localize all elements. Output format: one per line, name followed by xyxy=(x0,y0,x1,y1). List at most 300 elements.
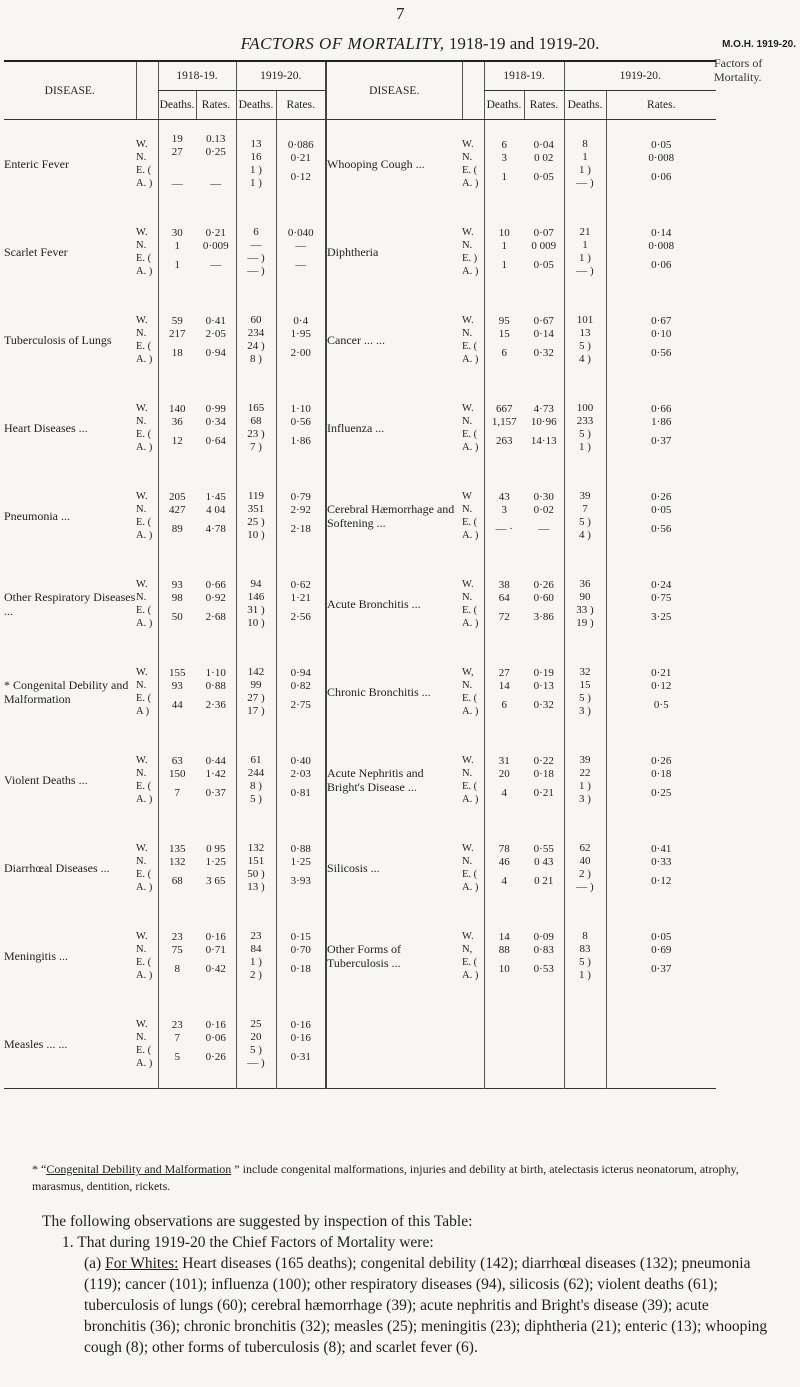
disease-name-right: Chronic Bronchitis ... xyxy=(326,648,462,736)
race-labels-stack xyxy=(462,754,484,806)
deaths-1918-stack xyxy=(485,579,525,629)
rates-1919-value: 0·82 xyxy=(290,680,311,692)
deaths-1918-value: 8 xyxy=(174,963,180,975)
header-deaths: Deaths. xyxy=(236,91,276,120)
rates-1918-value: 0·26 xyxy=(205,1051,226,1063)
deaths-1919-stack xyxy=(237,314,276,366)
race-labels-value: A. ) xyxy=(136,970,153,981)
race-labels xyxy=(136,648,158,736)
race-labels-value: E. ( xyxy=(462,869,478,880)
rates-1919-value xyxy=(607,1045,717,1069)
rates-1918-value: 0·009 xyxy=(202,240,229,252)
deaths-1919-value: 142 xyxy=(247,666,265,678)
rates-1919 xyxy=(606,824,716,912)
deaths-1919 xyxy=(236,384,276,472)
deaths-1918-value: 6 xyxy=(501,347,507,359)
race-labels-value: A. ) xyxy=(462,266,479,277)
deaths-1918-value: 3 xyxy=(501,152,507,164)
deaths-1918 xyxy=(158,912,196,1000)
header-rates: Rates. xyxy=(524,91,564,120)
deaths-1918-stack xyxy=(159,755,197,805)
deaths-1918-value: 1 xyxy=(174,240,180,252)
rates-1918 xyxy=(196,912,236,1000)
rates-1919 xyxy=(276,120,326,209)
race-labels-value: N. xyxy=(136,768,147,779)
race-labels-value: W. xyxy=(136,1019,148,1030)
rates-1919-value: 0·05 xyxy=(651,931,672,943)
deaths-1918 xyxy=(158,648,196,736)
rates-1919-value: 0·16 xyxy=(290,1019,311,1031)
race-labels-value: N. xyxy=(136,680,147,691)
deaths-1919-value: 8 xyxy=(582,138,588,150)
deaths-1918-value xyxy=(485,1019,525,1032)
deaths-1918-value: 4 xyxy=(501,787,507,799)
observations-intro: The following observations are suggested by inspection of this Table: xyxy=(42,1213,473,1230)
rates-1918 xyxy=(196,824,236,912)
rates-1919-value: 0·15 xyxy=(290,931,311,943)
deaths-1919-value xyxy=(565,1044,606,1057)
deaths-1918-value xyxy=(485,1032,525,1045)
rates-1918-value: 0·16 xyxy=(205,931,226,943)
rates-1918-value: 0·30 xyxy=(533,491,554,503)
deaths-1918-value: 217 xyxy=(169,328,186,340)
rates-1918-value: 1·25 xyxy=(205,856,226,868)
rates-1918 xyxy=(524,384,564,472)
rates-1918-value: 0·07 xyxy=(533,227,554,239)
race-labels xyxy=(136,560,158,648)
deaths-1918-value: 1,157 xyxy=(491,416,517,428)
disease-name-left: Enteric Fever xyxy=(4,157,69,171)
deaths-1919 xyxy=(236,208,276,296)
deaths-1919-value: 94 xyxy=(250,578,262,590)
deaths-1919 xyxy=(236,1000,276,1089)
race-labels-value: E. ( xyxy=(462,781,478,792)
deaths-1919-value: 5 ) xyxy=(579,428,591,440)
race-labels-value: E. ( xyxy=(462,605,478,616)
race-labels-value: N. xyxy=(462,680,473,691)
disease-name-left: Diarrhœal Diseases ... xyxy=(4,861,110,875)
race-labels-value: A. ) xyxy=(462,354,479,365)
race-labels-value: E. ( xyxy=(136,605,152,616)
rates-1918-stack xyxy=(524,667,564,717)
rates-1919-value: 0·16 xyxy=(290,1032,311,1044)
race-labels-value: N. xyxy=(136,944,147,955)
deaths-1919-value: — ) xyxy=(247,265,265,277)
disease-name-left: Other Respiratory Diseases ... xyxy=(4,590,136,618)
rates-1918-stack xyxy=(196,315,236,365)
rates-1918-value: 0·71 xyxy=(205,944,226,956)
disease-name-left: Tuberculosis of Lungs xyxy=(4,333,112,347)
race-labels-value: N. xyxy=(136,416,147,427)
rates-1919-stack xyxy=(277,667,326,717)
deaths-1918-value: 1 xyxy=(174,259,180,271)
rates-1918-value: 4·73 xyxy=(533,403,554,415)
deaths-1919 xyxy=(236,912,276,1000)
rates-1919 xyxy=(276,648,326,736)
deaths-1919-value: 68 xyxy=(250,415,262,427)
deaths-1919-value: 119 xyxy=(247,490,265,502)
race-labels-value: W. xyxy=(136,227,148,238)
rates-1918-value: 0·55 xyxy=(533,843,554,855)
disease-name-left: Pneumonia ... xyxy=(4,509,70,523)
disease-name-right: Cancer ... ... xyxy=(326,296,462,384)
disease-name-right: Acute Bronchitis ... xyxy=(326,560,462,648)
rates-1918-value: 0 21 xyxy=(534,875,554,887)
race-labels-value: A. ) xyxy=(136,442,153,453)
race-labels-value: W. xyxy=(136,755,148,766)
rates-1918-value: 0·32 xyxy=(533,699,554,711)
rates-1918-value: 0·21 xyxy=(533,787,554,799)
deaths-1919-value: 1 ) xyxy=(579,969,591,981)
rates-1918 xyxy=(196,208,236,296)
rates-1918-value: 0·14 xyxy=(533,328,554,340)
race-labels-stack xyxy=(462,402,484,454)
deaths-1919-stack xyxy=(237,138,276,190)
rates-1919-value: 0·21 xyxy=(651,667,672,679)
rates-1919-stack xyxy=(607,579,717,629)
deaths-1918-stack xyxy=(159,579,197,629)
rates-1919-value: 0·40 xyxy=(290,755,311,767)
race-labels-value: W. xyxy=(462,579,474,590)
race-labels-value xyxy=(462,1018,484,1031)
rates-1918-value: 0·42 xyxy=(205,963,226,975)
disease-name-left: Measles ... ... xyxy=(4,1037,68,1051)
disease-name-right: Silicosis ... xyxy=(326,824,462,912)
deaths-1918-value: 4 xyxy=(501,875,507,887)
rates-1918-value: 0·44 xyxy=(205,755,226,767)
rates-1918 xyxy=(196,648,236,736)
rates-1918-value: 0·09 xyxy=(533,931,554,943)
deaths-1919-value: — ) xyxy=(576,881,594,893)
race-labels-value: N. xyxy=(136,152,147,163)
race-labels-value: N. xyxy=(136,328,147,339)
rates-1918-stack xyxy=(196,843,236,893)
deaths-1919-value: 8 ) xyxy=(250,780,262,792)
deaths-1918-value: 205 xyxy=(169,491,186,503)
race-labels-stack xyxy=(136,578,158,630)
deaths-1919-value: 13 ) xyxy=(247,881,265,893)
deaths-1919-value: 234 xyxy=(247,327,265,339)
deaths-1919-value: 25 ) xyxy=(247,516,265,528)
rates-1918-value: 0 43 xyxy=(534,856,554,868)
rates-1919-stack xyxy=(277,315,326,365)
rates-1919-value: 0·37 xyxy=(651,963,672,975)
deaths-1919 xyxy=(564,648,606,736)
rates-1918-value: 0·13 xyxy=(533,680,554,692)
deaths-1918-value: — xyxy=(171,177,183,190)
deaths-1919 xyxy=(564,472,606,560)
race-labels-value: A. ) xyxy=(462,706,479,717)
rates-1919-value: 0·56 xyxy=(290,416,311,428)
deaths-1918-value: 150 xyxy=(169,768,186,780)
deaths-1918-value xyxy=(485,1045,525,1069)
rates-1919-value: 2·18 xyxy=(290,523,311,535)
race-labels-value: W. xyxy=(136,931,148,942)
deaths-1919-stack xyxy=(237,930,276,982)
deaths-1918-value: 27 xyxy=(498,667,510,679)
deaths-1919 xyxy=(564,120,606,209)
deaths-1918-value: 6 xyxy=(501,139,507,151)
race-labels-stack xyxy=(462,1018,484,1070)
deaths-1919-stack xyxy=(565,314,606,366)
race-labels-value: N. xyxy=(136,1032,147,1043)
rates-1919-value: 0·26 xyxy=(651,491,672,503)
deaths-1918-value: 36 xyxy=(171,416,183,428)
deaths-1919-value: — ) xyxy=(247,252,265,264)
race-labels xyxy=(136,912,158,1000)
rates-1919-value: 1·86 xyxy=(651,416,672,428)
header-rates: Rates. xyxy=(196,91,236,120)
race-labels-value xyxy=(462,1044,484,1057)
rates-1919-value: 0·66 xyxy=(651,403,672,415)
deaths-1919-value: 4 ) xyxy=(579,353,591,365)
deaths-1918-value: 15 xyxy=(498,328,510,340)
rates-1918-value: 0·92 xyxy=(205,592,226,604)
deaths-1918-value: 31 xyxy=(498,755,510,767)
deaths-1918-stack xyxy=(159,491,197,541)
deaths-1918-value: 43 xyxy=(498,491,510,503)
deaths-1919-value: 1 ) xyxy=(250,956,262,968)
rates-1918-value: 0·41 xyxy=(205,315,226,327)
deaths-1919-value: 1 xyxy=(582,239,588,251)
race-labels xyxy=(136,824,158,912)
race-labels-value: N. xyxy=(136,240,147,251)
rates-1919-value: — xyxy=(295,240,307,252)
race-labels xyxy=(136,384,158,472)
rates-1919-stack xyxy=(277,755,326,805)
rates-1918-value: 0·16 xyxy=(205,1019,226,1031)
deaths-1918 xyxy=(484,472,524,560)
rates-1918-stack xyxy=(524,139,564,189)
race-labels-value: W. xyxy=(136,667,148,678)
rates-1918-stack xyxy=(524,403,564,453)
rates-1918-value: 1·10 xyxy=(205,667,226,679)
deaths-1918-value: 75 xyxy=(171,944,183,956)
deaths-1919-value: 1 ) xyxy=(579,441,591,453)
deaths-1919-stack xyxy=(565,842,606,894)
deaths-1918 xyxy=(484,208,524,296)
rates-1919-value: 0·06 xyxy=(651,259,672,271)
rates-1918 xyxy=(196,472,236,560)
race-labels-value: W. xyxy=(462,139,474,150)
rates-1918 xyxy=(524,208,564,296)
rates-1919 xyxy=(606,384,716,472)
deaths-1918-value: 7 xyxy=(174,787,180,799)
deaths-1919 xyxy=(564,384,606,472)
deaths-1919-value: 99 xyxy=(250,679,262,691)
rates-1918 xyxy=(524,1000,564,1089)
rates-1918-value: 0·94 xyxy=(205,347,226,359)
deaths-1919-value: 33 ) xyxy=(576,604,594,616)
race-labels-value: W xyxy=(462,491,472,502)
deaths-1918-value: 12 xyxy=(171,435,183,447)
race-labels-value: N. xyxy=(462,328,473,339)
deaths-1919-stack xyxy=(565,930,606,982)
deaths-1918-value: 46 xyxy=(498,856,510,868)
rates-1918-value xyxy=(524,1019,564,1032)
deaths-1919-value: 10 ) xyxy=(247,617,265,629)
deaths-1918-stack xyxy=(485,843,525,893)
deaths-1919-value: 351 xyxy=(247,503,265,515)
race-labels-stack xyxy=(136,666,158,718)
deaths-1918-value: 88 xyxy=(498,944,510,956)
race-labels xyxy=(462,648,484,736)
deaths-1918-value: 59 xyxy=(171,315,183,327)
mortality-table xyxy=(4,60,716,1089)
race-labels-value: E. ( xyxy=(462,693,478,704)
deaths-1919-value: 13 xyxy=(250,138,262,150)
deaths-1919-value: 39 xyxy=(579,490,591,502)
rates-1919-value: 2·92 xyxy=(290,504,311,516)
deaths-1919-value: 132 xyxy=(247,842,265,854)
rates-1919 xyxy=(276,912,326,1000)
rates-1919 xyxy=(276,472,326,560)
deaths-1919-stack xyxy=(565,754,606,806)
rates-1919-value: 0·12 xyxy=(651,680,672,692)
footnote-term: Congenital Debility and Malformation xyxy=(46,1162,232,1176)
rates-1918-value xyxy=(196,159,236,172)
race-labels-value: A. ) xyxy=(462,530,479,541)
race-labels-stack xyxy=(136,138,158,190)
deaths-1919-value: 60 xyxy=(250,314,262,326)
rates-1918 xyxy=(524,120,564,209)
table-row xyxy=(4,384,716,472)
deaths-1919-value: 146 xyxy=(247,591,265,603)
race-labels-stack xyxy=(136,314,158,366)
deaths-1918-stack xyxy=(159,667,197,717)
race-labels-stack xyxy=(462,138,484,190)
rates-1919-value: 0·040 xyxy=(287,227,314,239)
deaths-1918-value: 132 xyxy=(169,856,186,868)
race-labels-value: E. ( xyxy=(462,957,478,968)
deaths-1919 xyxy=(236,296,276,384)
deaths-1918-stack xyxy=(485,139,525,189)
deaths-1919-value: 90 xyxy=(579,591,591,603)
rates-1919-stack xyxy=(607,315,717,365)
race-labels-value: A. ) xyxy=(462,178,479,189)
deaths-1919-value: 2 ) xyxy=(250,969,262,981)
header-disease-left: DISEASE. xyxy=(4,61,136,120)
deaths-1919-value: 61 xyxy=(250,754,262,766)
rates-1918-value: 4·78 xyxy=(205,523,226,535)
rates-1919-value xyxy=(607,1019,717,1032)
deaths-1919-value: 5 ) xyxy=(250,1044,262,1056)
race-labels-value: W. xyxy=(136,843,148,854)
deaths-1919 xyxy=(564,736,606,824)
rates-1919 xyxy=(606,560,716,648)
footnote-text: ” include congenital malformations, injuries and debility at birth, atelectasis icterus neonatorum, atrophy, marasmus, dentition, rickets. xyxy=(32,1162,739,1193)
race-labels-value: W, xyxy=(462,667,474,678)
deaths-1919-stack xyxy=(237,226,276,278)
race-labels-value: W. xyxy=(136,315,148,326)
deaths-1918-value: 89 xyxy=(171,523,183,535)
rates-1918-value: 0·02 xyxy=(533,504,554,516)
rates-1919-value: 2·56 xyxy=(290,611,311,623)
deaths-1918-stack xyxy=(159,843,197,893)
deaths-1919 xyxy=(236,736,276,824)
rates-1918 xyxy=(524,296,564,384)
deaths-1919 xyxy=(564,824,606,912)
race-labels xyxy=(462,1000,484,1089)
rates-1919 xyxy=(606,208,716,296)
deaths-1918-value: 135 xyxy=(169,843,186,855)
rates-1919 xyxy=(606,1000,716,1089)
deaths-1918-value: 38 xyxy=(498,579,510,591)
rates-1919-value: 0·008 xyxy=(648,240,675,252)
rates-1918-stack xyxy=(196,931,236,981)
rates-1919-value: 0·4 xyxy=(293,315,309,327)
rates-1918 xyxy=(524,912,564,1000)
rates-1919-value: 0·25 xyxy=(651,787,672,799)
rates-1918-value: 0·04 xyxy=(533,139,554,151)
rates-1919 xyxy=(606,648,716,736)
report-reference: M.O.H. 1919-20. xyxy=(722,39,796,50)
rates-1919 xyxy=(276,1000,326,1089)
race-labels-value: N. xyxy=(136,592,147,603)
header-blank-right xyxy=(462,61,484,120)
deaths-1918-value: 427 xyxy=(169,504,186,516)
race-labels-stack xyxy=(136,402,158,454)
rates-1918-stack xyxy=(196,755,236,805)
race-labels-value: N. xyxy=(462,856,473,867)
rates-1918-stack xyxy=(524,931,564,981)
deaths-1919-value: 23 xyxy=(250,930,262,942)
race-labels-value: E. ( xyxy=(462,429,478,440)
race-labels-value: A. ) xyxy=(462,970,479,981)
race-labels xyxy=(462,384,484,472)
rates-1919-stack xyxy=(607,843,717,893)
deaths-1919-value: 40 xyxy=(579,855,591,867)
deaths-1918 xyxy=(484,1000,524,1089)
deaths-1919 xyxy=(564,912,606,1000)
disease-name-right xyxy=(326,1000,462,1089)
race-labels-stack xyxy=(136,930,158,982)
deaths-1919-value: 7 ) xyxy=(250,441,262,453)
page-title xyxy=(0,34,800,54)
rates-1918 xyxy=(524,648,564,736)
deaths-1919 xyxy=(564,208,606,296)
table-row xyxy=(4,1000,716,1089)
deaths-1918-value: — · xyxy=(495,523,513,535)
header-rates: Rates. xyxy=(276,91,326,120)
deaths-1918 xyxy=(484,824,524,912)
rates-1919 xyxy=(606,120,716,209)
rates-1918-value: 0·25 xyxy=(205,145,226,158)
rates-1919-value: 0·41 xyxy=(651,843,672,855)
deaths-1918-stack xyxy=(485,755,525,805)
deaths-1918-value: 20 xyxy=(498,768,510,780)
header-rates: Rates. xyxy=(606,91,716,120)
deaths-1919-value: 5 ) xyxy=(579,340,591,352)
race-labels-value xyxy=(462,1057,484,1070)
rates-1918-value: 0·88 xyxy=(205,680,226,692)
race-labels-stack xyxy=(462,490,484,542)
race-labels-value: A. ) xyxy=(462,882,479,893)
deaths-1918 xyxy=(158,120,196,209)
race-labels xyxy=(462,824,484,912)
mortality-table-wrap xyxy=(4,60,716,1089)
deaths-1918-value: 78 xyxy=(498,843,510,855)
race-labels xyxy=(136,120,158,209)
deaths-1919-value: 20 xyxy=(250,1031,262,1043)
table-row xyxy=(4,648,716,736)
deaths-1919 xyxy=(236,824,276,912)
race-labels-value: A. ) xyxy=(136,354,153,365)
race-labels-stack xyxy=(462,314,484,366)
deaths-1919-stack xyxy=(237,490,276,542)
race-labels-value: E. ( xyxy=(136,253,152,264)
deaths-1918-stack xyxy=(485,1019,525,1069)
